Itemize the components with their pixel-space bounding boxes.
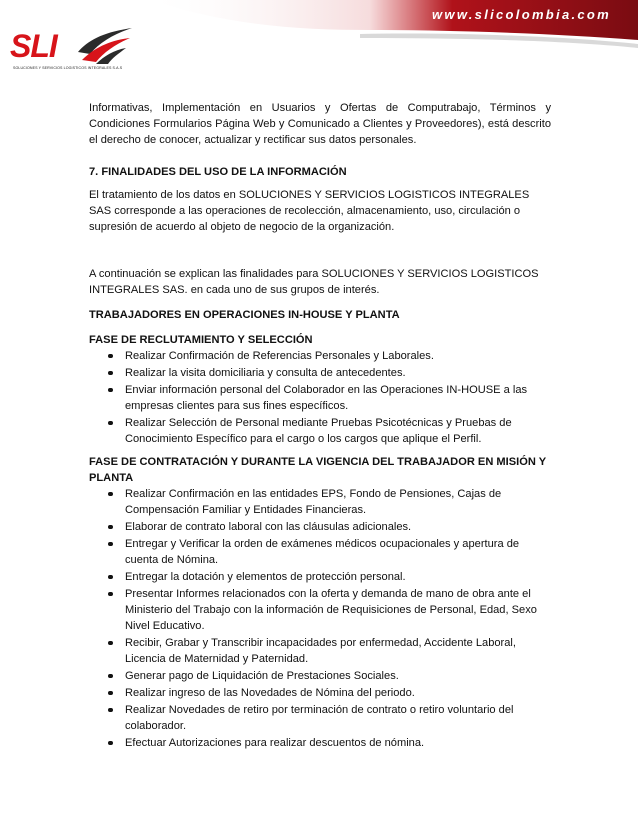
list-item: Enviar información personal del Colaborador en las Operaciones IN-HOUSE a las empresas clientes para sus fines específicos. <box>89 382 551 414</box>
document-body <box>89 100 551 752</box>
list-item: Efectuar Autorizaciones para realizar descuentos de nómina. <box>89 735 551 751</box>
list-item: Realizar ingreso de las Novedades de Nómina del periodo. <box>89 685 551 701</box>
phase-2-heading: FASE DE CONTRATACIÓN Y DURANTE LA VIGENCIA DEL TRABAJADOR EN MISIÓN Y PLANTA <box>89 456 546 484</box>
list-item: Recibir, Grabar y Transcribir incapacidades por enfermedad, Accidente Laboral, Licencia de Maternidad y Paternidad. <box>89 635 551 667</box>
list-item: Realizar la visita domiciliaria y consulta de antecedentes. <box>89 365 551 381</box>
list-item: Realizar Confirmación de Referencias Personales y Laborales. <box>89 348 551 364</box>
phase-1-list <box>89 348 551 447</box>
site-url[interactable]: www.slicolombia.com <box>432 7 612 22</box>
page-header <box>0 0 638 80</box>
list-item: Realizar Confirmación en las entidades EPS, Fondo de Pensiones, Cajas de Compensación Familiar y Entidades Financieras. <box>89 486 551 518</box>
company-logo-text: SLI <box>10 28 57 64</box>
logo-swoosh-icon <box>74 26 136 66</box>
list-item: Realizar Novedades de retiro por terminación de contrato o retiro voluntario del colaborador. <box>89 702 551 734</box>
list-item: Elaborar de contrato laboral con las cláusulas adicionales. <box>89 519 551 535</box>
list-item: Realizar Selección de Personal mediante Pruebas Psicotécnicas y Pruebas de Conocimiento Específico para el cargo o los cargos que aplique el Perfil. <box>89 415 551 447</box>
list-item: Entregar la dotación y elementos de protección personal. <box>89 569 551 585</box>
list-item: Presentar Informes relacionados con la oferta y demanda de mano de obra ante el Ministerio del Trabajo con la información de Requisiciones de Personal, Edad, Sexo Nivel Educativo. <box>89 586 551 634</box>
section-7-paragraph-1: El tratamiento de los datos en SOLUCIONES Y SERVICIOS LOGISTICOS INTEGRALES SAS corresponde a las operaciones de recolección, almacenamiento, uso, circulación o supresión de acuerdo al objeto de negocio de la organización. <box>89 189 530 233</box>
section-7-paragraph-2: A continuación se explican las finalidades para SOLUCIONES Y SERVICIOS LOGISTICOS INTEGRALES SAS. en cada uno de sus grupos de interés. <box>89 268 539 296</box>
intro-paragraph: Informativas, Implementación en Usuarios y Ofertas de Computrabajo, Términos y Condiciones Formularios Página Web y Comunicado a Clientes y Proveedores), está descrito el derecho de conocer, actualizar y rectificar sus datos personales. <box>89 102 551 146</box>
section-7-heading: 7. FINALIDADES DEL USO DE LA INFORMACIÓN <box>89 166 347 178</box>
list-item: Entregar y Verificar la orden de exámenes médicos ocupacionales y apertura de cuenta de Nómina. <box>89 536 551 568</box>
logo-subtitle: SOLUCIONES Y SERVICIOS LOGISTICOS INTEGRALES S.A.S <box>13 66 123 70</box>
list-item: Generar pago de Liquidación de Prestaciones Sociales. <box>89 668 551 684</box>
group-heading: TRABAJADORES EN OPERACIONES IN-HOUSE Y PLANTA <box>89 309 400 321</box>
phase-2-list <box>89 486 551 751</box>
phase-1-heading: FASE DE RECLUTAMIENTO Y SELECCIÓN <box>89 334 313 346</box>
